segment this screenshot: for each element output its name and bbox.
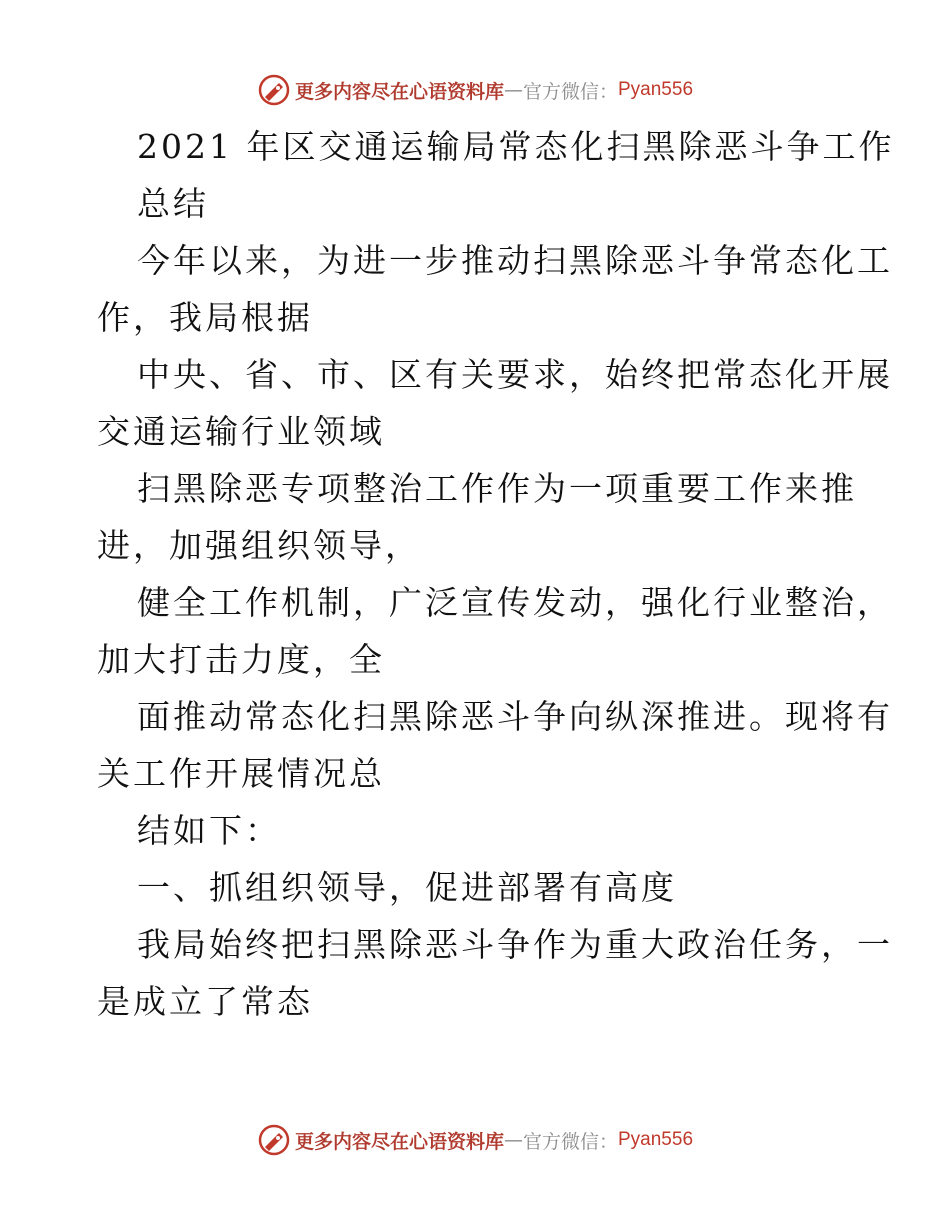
paragraph-line: 面推动常态化扫黑除恶斗争向纵深推进。现将有	[137, 697, 893, 736]
paragraph-line: 作，我局根据	[97, 298, 313, 337]
document-title-line-1: 2021 年区交通运输局常态化扫黑除恶斗争工作	[137, 127, 895, 166]
paragraph-line: 交通运输行业领域	[97, 412, 385, 451]
paragraph-line: 是成立了常态	[97, 982, 313, 1021]
paragraph-line: 扫黑除恶专项整治工作作为一项重要工作来推	[137, 469, 857, 508]
paragraph-line: 进，加强组织领导，	[97, 526, 421, 565]
paragraph-line: 结如下：	[137, 811, 281, 850]
watermark-official: 官方微信：	[522, 80, 618, 103]
watermark-official: 官方微信：	[522, 1130, 618, 1153]
paragraph-line: 我局始终把扫黑除恶斗争作为重大政治任务，一	[137, 925, 893, 964]
paragraph-line: 中央、省、市、区有关要求，始终把常态化开展	[137, 355, 893, 394]
paragraph-line: 健全工作机制，广泛宣传发动，强化行业整治，	[137, 583, 893, 622]
document-title-line-2: 总结	[137, 184, 209, 223]
watermark-brand: 更多内容尽在心语资料库	[294, 80, 504, 103]
watermark-id: Pyan556	[618, 79, 694, 100]
header-watermark	[0, 70, 950, 110]
watermark-id: Pyan556	[618, 1129, 694, 1150]
paragraph-line: 加大打击力度，全	[97, 640, 385, 679]
section-heading: 一、抓组织领导，促进部署有高度	[137, 868, 677, 907]
paragraph-line: 今年以来，为进一步推动扫黑除恶斗争常态化工	[137, 241, 893, 280]
watermark-dash: —	[503, 1129, 523, 1151]
footer-watermark	[0, 1120, 950, 1160]
pen-nib-logo-icon	[257, 1123, 291, 1157]
document-body	[97, 118, 895, 1030]
pen-nib-logo-icon	[257, 73, 291, 107]
paragraph-line: 关工作开展情况总	[97, 754, 385, 793]
watermark-dash: —	[503, 79, 523, 101]
watermark-brand: 更多内容尽在心语资料库	[294, 1130, 504, 1153]
